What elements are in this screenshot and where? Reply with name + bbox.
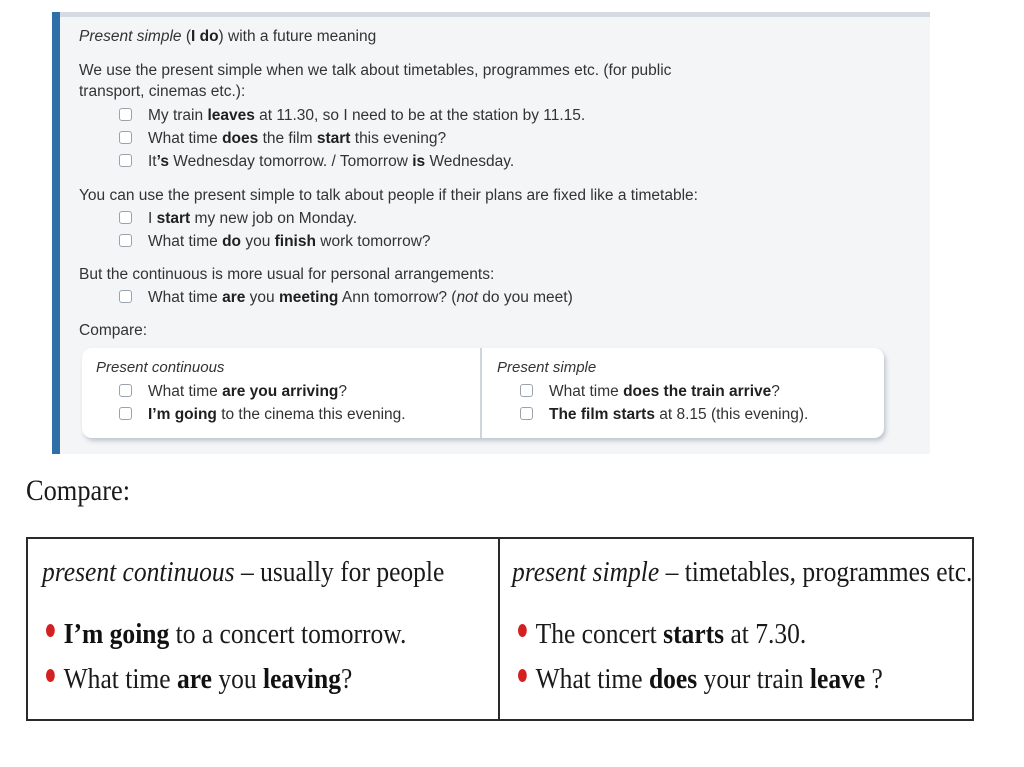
bullet-box-icon [119,154,132,167]
example-item: What time do you finish work tomorrow? [119,232,431,252]
card-left-title: Present continuous [96,359,225,376]
lower-compare-title: Compare: [26,474,131,507]
compare-label: Compare: [79,322,148,339]
compare-table-divider [498,537,500,721]
bullet-box-icon [119,384,132,397]
compare-card-divider [480,348,482,438]
card-example: What time does the train arrive? [520,382,780,402]
card-example: I’m going to the cinema this evening. [119,405,406,425]
table-row: The concert starts at 7.30. [518,618,806,651]
paragraph-1-line-2: transport, cinemas etc.): [79,83,246,100]
bullet-box-icon [119,211,132,224]
example-item: What time are you meeting Ann tomorrow? (not do you meet) [119,288,573,308]
table-row: What time are you leaving? [46,663,352,696]
bullet-box-icon [119,234,132,247]
bullet-box-icon [119,407,132,420]
paragraph-2: You can use the present simple to talk about people if their plans are fixed like a timetable: [79,187,698,204]
card-example: The film starts at 8.15 (this evening). [520,405,808,425]
bullet-box-icon [520,407,533,420]
table-right-header: present simple – timetables, programmes etc. [512,556,973,588]
bullet-box-icon [119,108,132,121]
card-example: What time are you arriving? [119,382,347,402]
bullet-dot-icon [518,669,527,682]
bullet-box-icon [119,131,132,144]
bullet-dot-icon [518,624,527,637]
table-left-header: present continuous – usually for people [42,556,445,588]
example-item: I start my new job on Monday. [119,209,357,229]
bullet-dot-icon [46,624,55,637]
example-item: My train leaves at 11.30, so I need to be at the station by 11.15. [119,106,585,126]
bullet-box-icon [520,384,533,397]
bullet-dot-icon [46,669,55,682]
example-item: What time does the film start this evening? [119,129,446,149]
panel-accent-stripe [52,12,60,454]
paragraph-3: But the continuous is more usual for personal arrangements: [79,266,495,283]
card-right-title: Present simple [497,359,597,376]
panel-top-border [60,12,930,17]
bullet-box-icon [119,290,132,303]
example-item: It’s Wednesday tomorrow. / Tomorrow is Wednesday. [119,152,514,172]
paragraph-1-line-1: We use the present simple when we talk about timetables, programmes etc. (for public [79,62,672,79]
panel-heading: Present simple (I do) with a future meaning [79,28,377,45]
table-row: I’m going to a concert tomorrow. [46,618,406,651]
table-row: What time does your train leave ? [518,663,883,696]
